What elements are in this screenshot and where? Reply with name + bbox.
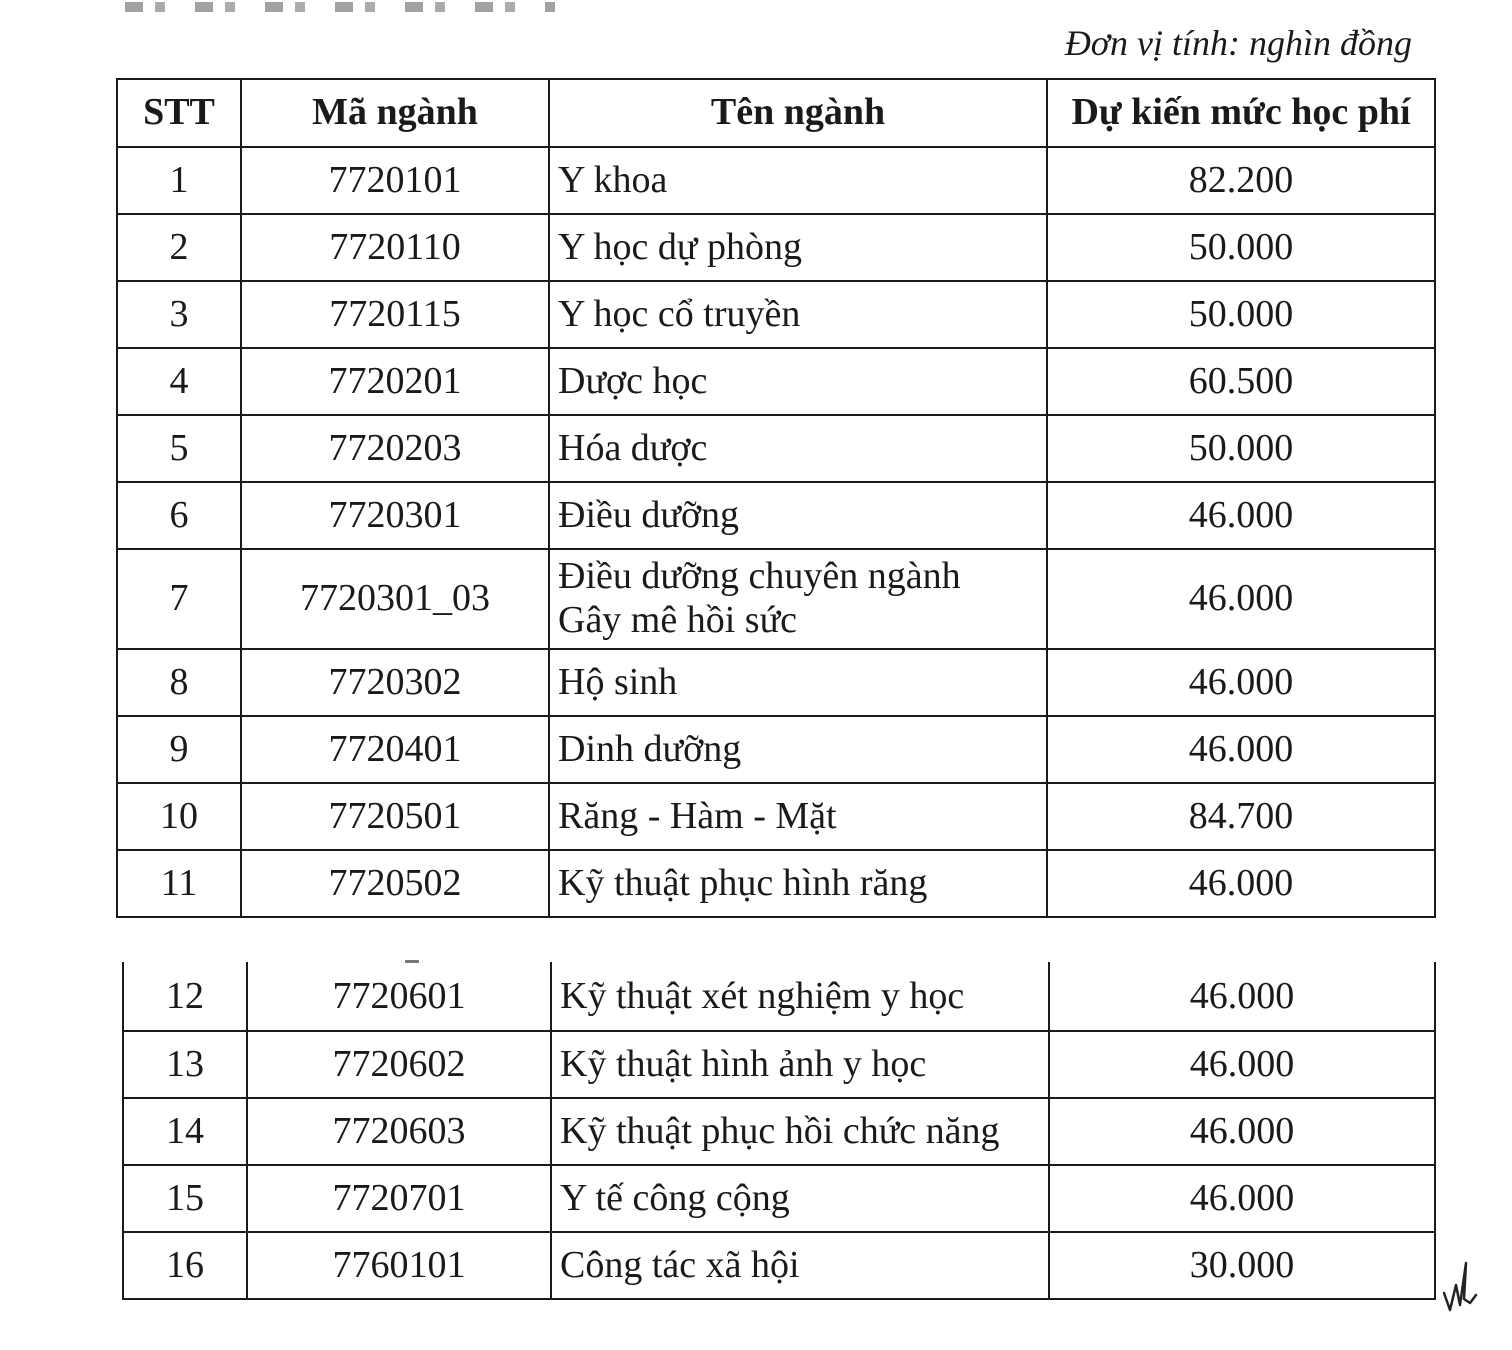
table-row	[123, 1098, 1435, 1165]
cell-fee: 46.000	[1047, 549, 1435, 649]
cell-fee: 46.000	[1047, 716, 1435, 783]
table-row	[117, 482, 1435, 549]
cell-code: 7720601	[247, 963, 551, 1031]
cell-name: Răng - Hàm - Mặt	[549, 783, 1047, 850]
cell-code: 7720115	[241, 281, 549, 348]
scanned-text-fragment	[125, 2, 555, 12]
cell-fee: 46.000	[1047, 649, 1435, 716]
table-row	[117, 147, 1435, 214]
cell-fee: 46.000	[1049, 1031, 1435, 1098]
cell-stt: 15	[123, 1165, 247, 1232]
cell-fee: 46.000	[1047, 850, 1435, 917]
cell-code: 7720501	[241, 783, 549, 850]
cell-name: Kỹ thuật phục hình răng	[549, 850, 1047, 917]
cell-stt: 6	[117, 482, 241, 549]
table-row	[123, 963, 1435, 1031]
cell-name: Y học dự phòng	[549, 214, 1047, 281]
cell-fee: 50.000	[1047, 415, 1435, 482]
cell-name: Hộ sinh	[549, 649, 1047, 716]
table-row	[117, 281, 1435, 348]
cell-stt: 10	[117, 783, 241, 850]
cell-fee: 60.500	[1047, 348, 1435, 415]
header-row	[117, 79, 1435, 147]
cell-name: Dược học	[549, 348, 1047, 415]
cell-code: 7720301	[241, 482, 549, 549]
header-code: Mã ngành	[241, 79, 549, 147]
cell-fee: 50.000	[1047, 281, 1435, 348]
cell-stt: 1	[117, 147, 241, 214]
cell-name: Hóa dược	[549, 415, 1047, 482]
cell-stt: 3	[117, 281, 241, 348]
cell-code: 7720602	[247, 1031, 551, 1098]
cell-code: 7720401	[241, 716, 549, 783]
cell-fee: 50.000	[1047, 214, 1435, 281]
signature-mark	[1440, 1255, 1480, 1315]
cell-fee: 84.700	[1047, 783, 1435, 850]
cell-code: 7720701	[247, 1165, 551, 1232]
cell-name: Kỹ thuật phục hồi chức năng	[551, 1098, 1049, 1165]
table-row	[117, 649, 1435, 716]
table-row	[117, 348, 1435, 415]
cell-fee: 46.000	[1049, 1098, 1435, 1165]
header-name: Tên ngành	[549, 79, 1047, 147]
cell-code: 7720302	[241, 649, 549, 716]
table-row	[123, 1232, 1435, 1299]
cell-code: 7720502	[241, 850, 549, 917]
cell-name-line-2: Gây mê hồi sức	[558, 599, 798, 641]
cell-stt: 13	[123, 1031, 247, 1098]
cell-name: Y tế công cộng	[551, 1165, 1049, 1232]
cell-name: Công tác xã hội	[551, 1232, 1049, 1299]
cell-name: Kỹ thuật xét nghiệm y học	[551, 963, 1049, 1031]
cell-name: Y khoa	[549, 147, 1047, 214]
cell-name: Y học cổ truyền	[549, 281, 1047, 348]
cell-code: 7760101	[247, 1232, 551, 1299]
cell-code: 7720203	[241, 415, 549, 482]
cell-stt: 4	[117, 348, 241, 415]
header-stt: STT	[117, 79, 241, 147]
cell-stt: 8	[117, 649, 241, 716]
cell-fee: 46.000	[1047, 482, 1435, 549]
cell-code: 7720603	[247, 1098, 551, 1165]
cell-fee: 46.000	[1049, 1165, 1435, 1232]
cell-stt: 16	[123, 1232, 247, 1299]
table-row	[117, 415, 1435, 482]
cell-stt: 9	[117, 716, 241, 783]
cell-name	[549, 549, 1047, 649]
table-row	[117, 783, 1435, 850]
cell-name: Điều dưỡng	[549, 482, 1047, 549]
tuition-table-part-2	[122, 962, 1436, 1300]
cell-stt: 11	[117, 850, 241, 917]
cell-name: Dinh dưỡng	[549, 716, 1047, 783]
unit-note: Đơn vị tính: nghìn đồng	[1064, 23, 1412, 63]
tuition-table-part-1	[116, 78, 1436, 918]
cell-stt: 2	[117, 214, 241, 281]
table-row	[117, 716, 1435, 783]
cell-code: 7720301_03	[241, 549, 549, 649]
table-row	[117, 850, 1435, 917]
cell-code: 7720101	[241, 147, 549, 214]
cell-fee: 46.000	[1049, 963, 1435, 1031]
table-row	[123, 1031, 1435, 1098]
cell-name-line-1: Điều dưỡng chuyên ngành	[558, 555, 961, 598]
cell-stt: 5	[117, 415, 241, 482]
header-fee: Dự kiến mức học phí	[1047, 79, 1435, 147]
cell-code: 7720201	[241, 348, 549, 415]
cell-stt: 12	[123, 963, 247, 1031]
cell-stt: 7	[117, 549, 241, 649]
cell-fee: 30.000	[1049, 1232, 1435, 1299]
table-row	[117, 214, 1435, 281]
cell-code: 7720110	[241, 214, 549, 281]
cell-name: Kỹ thuật hình ảnh y học	[551, 1031, 1049, 1098]
table-row	[123, 1165, 1435, 1232]
cell-fee: 82.200	[1047, 147, 1435, 214]
table-row	[117, 549, 1435, 649]
cell-stt: 14	[123, 1098, 247, 1165]
